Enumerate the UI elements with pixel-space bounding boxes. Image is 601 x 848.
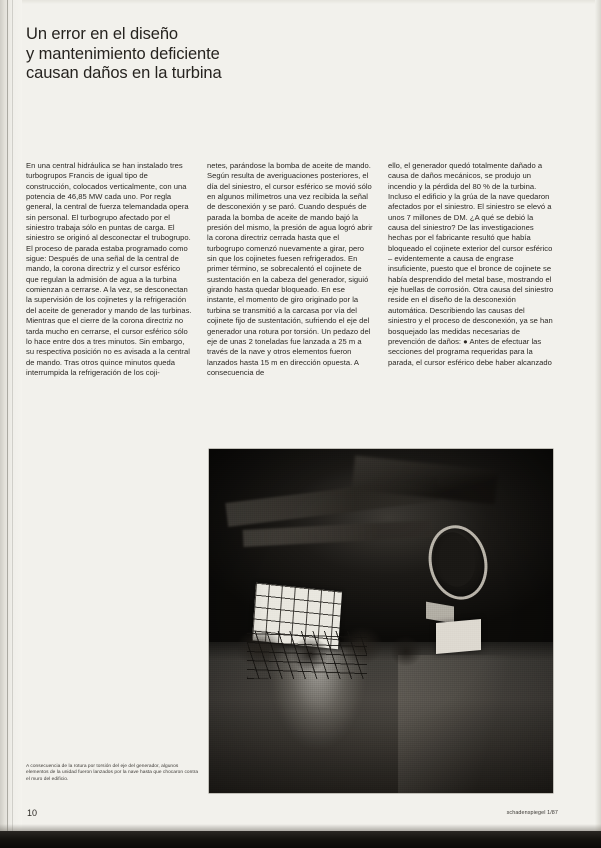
headline-line-3: causan daños en la turbina: [26, 64, 222, 83]
headline-line-2: y mantenimiento deficiente: [26, 44, 220, 63]
column-1-text: En una central hidráulica se han instalado tres turbogrupos Francis de igual tipo de construcción, colocados verticalmente, con una potencia de 46,85 MW cada uno. Por regla general, la central de fuerza telemandada opera sin personal. El turbogrupo afectado por el siniestro trabaja sólo en puntas de carga. El siniestro se originó al desconectar el trubogrupo. El proceso de parada estaba programado como sigue: Después de una señal de la central de mando, la corona directriz y el cursor esférico que regulan la admisión de agua a la turbina comienzan a cerrarse. A la vez, se desconectan la supervisión de los cojinetes y la refrigeración del aceite de generador y mando de las turbinas. Mientras que el cierre de la corona directriz no tarda mucho en cerrarse, el cursor esférico sólo lo hace entre dos a tres minutos. Sin embargo, su respectiva posición no es avisada a la central de mando. Tras otros quince minutos queda interrumpida la refrigeración de los coji-: [26, 161, 192, 377]
headline-line-1: Un error en el diseño: [26, 25, 178, 44]
gutter-line-outer: [7, 0, 8, 848]
publication-imprint: schadenspiegel 1/87: [506, 810, 558, 816]
page-gutter-shadow: [0, 0, 22, 848]
column-3-text: ello, el generador quedó totalmente dañado a causa de daños mecánicos, se produjo un incendio y la pérdida del 80 % de la turbina. Incluso el edificio y la grúa de la nave quedaron afectados por el siniestro. El siniestro se elevó a unos 7 millones de DM. ¿A qué se debió la causa del siniestro? De las investigaciones hechas por el fabricante resultó que había bloqueado el cojinete exterior del cursor esférico – evidentemente a causa de engrase insuficiente, puesto que el bronce de cojinete se había desprendido del metal base, mostrando el eje huellas de corrosión. Otra causa del siniestro reside en el diseño de la desconexión automática. Describiendo las causas del siniestro y el proceso de desconexión, ya se han bosquejado las medidas necesarias de prevención de daños: ● Antes de efectuar las secciones del programa requeridas para la parada, el cursor esférico debe haber alcanzado: [388, 161, 554, 367]
body-column-1: [26, 161, 192, 378]
page-right-edge: [595, 0, 601, 848]
page-number: 10: [27, 808, 38, 818]
damage-photograph: [209, 449, 553, 793]
body-column-3: [388, 161, 554, 368]
gutter-line-inner: [12, 0, 13, 848]
page-top-edge: [0, 0, 601, 4]
body-column-2: [207, 161, 373, 378]
page-bottom-edge: [0, 831, 601, 848]
column-2-text: netes, parándose la bomba de aceite de mando. Según resulta de averiguaciones posteriores, el día del siniestro, el cursor esférico se movió sólo en algunos milímetros una vez recibida la señal de desconexión y se paró. Cuando después de parada la bomba de aceite de mando bajó la presión del mismo, la presión de agua logró abrir la corona directriz cerrada hasta que el turbogrupo comenzó nuevamente a girar, pero sin que los cojinetes fuesen refrigerados. En primer término, se sobrecalentó el cojinete de sustentación en la cabeza del generador, siguió girando hasta quedar bloqueado. En ese instante, el momento de giro originado por la turbina se transmitió a la carcasa por vía del cojinete fijo de sustentación, sufriendo el eje del generador una rotura por torsión. Un pedazo del eje de unas 2 toneladas fue lanzada a 25 m a través de la nave y otros elementos fueron lanzados hasta 15 m en dirección opuesta. A consecuencia de: [207, 161, 373, 377]
photo-vignette: [209, 449, 553, 793]
photo-caption: A consecuencia de la rotura por torsión del eje del generador, algunos elementos de la unidad fueron lanzados por la nave hasta que chocaron contra el muro del edificio.: [26, 764, 199, 782]
page-bottom-soft-shadow: [0, 824, 601, 831]
page-headline: [26, 25, 446, 84]
